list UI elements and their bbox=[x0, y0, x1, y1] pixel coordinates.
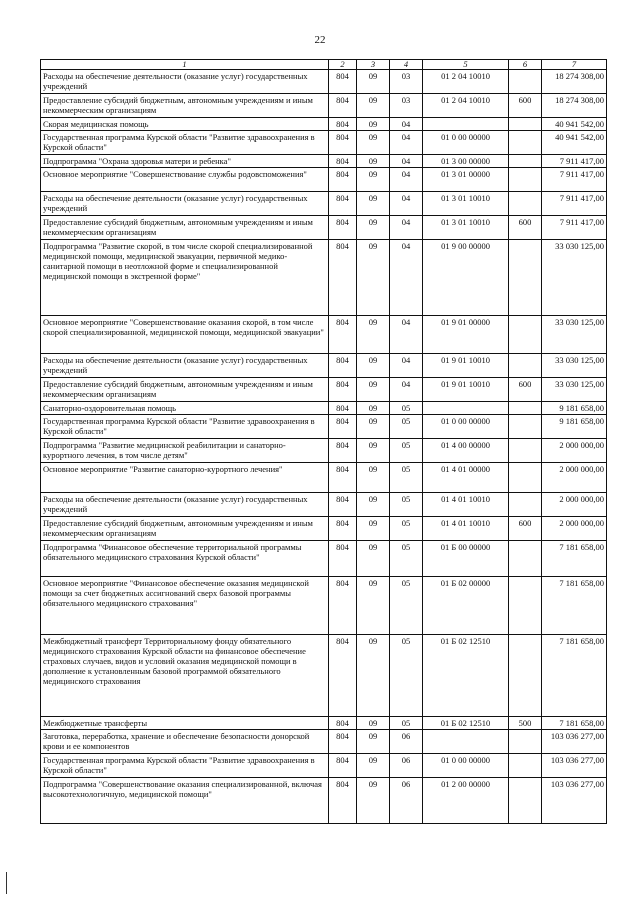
row-amount: 103 036 277,00 bbox=[542, 730, 607, 754]
row-name: Санаторно-оздоровительная помощь bbox=[41, 402, 329, 415]
row-code-ministry: 804 bbox=[329, 415, 357, 439]
row-code-subsection: 05 bbox=[390, 439, 423, 463]
row-amount: 40 941 542,00 bbox=[542, 131, 607, 155]
table-row bbox=[41, 70, 607, 94]
table-row bbox=[41, 635, 607, 717]
row-code-section: 09 bbox=[357, 635, 390, 717]
row-code-expense-type bbox=[509, 240, 542, 316]
row-code-section: 09 bbox=[357, 541, 390, 577]
row-amount: 18 274 308,00 bbox=[542, 94, 607, 118]
table-row bbox=[41, 216, 607, 240]
row-code-subsection: 05 bbox=[390, 577, 423, 635]
row-code-section: 09 bbox=[357, 240, 390, 316]
row-amount: 7 911 417,00 bbox=[542, 216, 607, 240]
row-code-expense-type bbox=[509, 730, 542, 754]
row-amount: 7 181 658,00 bbox=[542, 541, 607, 577]
row-code-section: 09 bbox=[357, 70, 390, 94]
row-amount: 2 000 000,00 bbox=[542, 463, 607, 493]
row-code-target bbox=[423, 402, 509, 415]
table-row bbox=[41, 493, 607, 517]
table-row bbox=[41, 717, 607, 730]
row-amount: 7 181 658,00 bbox=[542, 577, 607, 635]
row-name: Основное мероприятие "Совершенствование службы родовспоможения" bbox=[41, 168, 329, 192]
row-code-target: 01 4 00 00000 bbox=[423, 439, 509, 463]
row-code-expense-type: 600 bbox=[509, 216, 542, 240]
row-code-ministry: 804 bbox=[329, 354, 357, 378]
row-amount: 103 036 277,00 bbox=[542, 754, 607, 778]
row-code-expense-type: 600 bbox=[509, 378, 542, 402]
row-code-target: 01 4 01 10010 bbox=[423, 517, 509, 541]
row-code-subsection: 05 bbox=[390, 402, 423, 415]
row-code-target: 01 3 01 00000 bbox=[423, 168, 509, 192]
row-amount: 7 181 658,00 bbox=[542, 635, 607, 717]
table-row bbox=[41, 168, 607, 192]
row-code-target: 01 2 04 10010 bbox=[423, 94, 509, 118]
row-code-section: 09 bbox=[357, 577, 390, 635]
row-code-expense-type: 600 bbox=[509, 94, 542, 118]
row-code-ministry: 804 bbox=[329, 754, 357, 778]
header-col-6: 6 bbox=[509, 60, 542, 70]
table-row bbox=[41, 378, 607, 402]
row-code-subsection: 06 bbox=[390, 730, 423, 754]
row-code-section: 09 bbox=[357, 439, 390, 463]
row-code-expense-type: 600 bbox=[509, 517, 542, 541]
row-code-expense-type bbox=[509, 493, 542, 517]
row-code-expense-type bbox=[509, 778, 542, 824]
row-code-expense-type bbox=[509, 70, 542, 94]
table-row bbox=[41, 577, 607, 635]
row-code-subsection: 05 bbox=[390, 463, 423, 493]
row-code-expense-type: 500 bbox=[509, 717, 542, 730]
row-code-ministry: 804 bbox=[329, 192, 357, 216]
row-code-expense-type bbox=[509, 635, 542, 717]
table-row bbox=[41, 192, 607, 216]
row-name: Подпрограмма "Охрана здоровья матери и ребенка" bbox=[41, 155, 329, 168]
row-code-ministry: 804 bbox=[329, 168, 357, 192]
row-code-subsection: 04 bbox=[390, 168, 423, 192]
row-amount: 9 181 658,00 bbox=[542, 415, 607, 439]
row-code-section: 09 bbox=[357, 378, 390, 402]
row-code-section: 09 bbox=[357, 94, 390, 118]
row-code-expense-type bbox=[509, 415, 542, 439]
row-code-target: 01 0 00 00000 bbox=[423, 415, 509, 439]
row-code-section: 09 bbox=[357, 754, 390, 778]
row-code-ministry: 804 bbox=[329, 94, 357, 118]
row-code-target: 01 9 01 10010 bbox=[423, 354, 509, 378]
row-name: Предоставление субсидий бюджетным, автономным учреждениям и иным некоммерческим организациям bbox=[41, 94, 329, 118]
row-amount: 7 181 658,00 bbox=[542, 717, 607, 730]
row-code-target: 01 9 01 00000 bbox=[423, 316, 509, 354]
row-code-expense-type bbox=[509, 402, 542, 415]
row-code-expense-type bbox=[509, 439, 542, 463]
row-code-section: 09 bbox=[357, 354, 390, 378]
row-code-expense-type bbox=[509, 541, 542, 577]
row-code-expense-type bbox=[509, 354, 542, 378]
table-row bbox=[41, 94, 607, 118]
table-row bbox=[41, 354, 607, 378]
row-code-target: 01 2 00 00000 bbox=[423, 778, 509, 824]
row-code-expense-type bbox=[509, 168, 542, 192]
row-name: Предоставление субсидий бюджетным, автономным учреждениям и иным некоммерческим организациям bbox=[41, 517, 329, 541]
row-code-target: 01 4 01 00000 bbox=[423, 463, 509, 493]
row-code-section: 09 bbox=[357, 316, 390, 354]
row-code-section: 09 bbox=[357, 463, 390, 493]
row-code-section: 09 bbox=[357, 517, 390, 541]
row-amount: 7 911 417,00 bbox=[542, 155, 607, 168]
row-code-subsection: 04 bbox=[390, 131, 423, 155]
row-code-section: 09 bbox=[357, 118, 390, 131]
row-name: Расходы на обеспечение деятельности (оказание услуг) государственных учреждений bbox=[41, 70, 329, 94]
row-code-section: 09 bbox=[357, 131, 390, 155]
row-amount: 2 000 000,00 bbox=[542, 517, 607, 541]
row-code-subsection: 05 bbox=[390, 493, 423, 517]
row-code-subsection: 04 bbox=[390, 354, 423, 378]
row-code-expense-type bbox=[509, 155, 542, 168]
row-code-section: 09 bbox=[357, 155, 390, 168]
row-code-subsection: 04 bbox=[390, 378, 423, 402]
row-name: Государственная программа Курской области "Развитие здравоохранения в Курской области" bbox=[41, 754, 329, 778]
row-code-ministry: 804 bbox=[329, 778, 357, 824]
row-code-target: 01 Б 00 00000 bbox=[423, 541, 509, 577]
row-name: Основное мероприятие "Развитие санаторно-курортного лечения" bbox=[41, 463, 329, 493]
row-code-expense-type bbox=[509, 577, 542, 635]
row-code-ministry: 804 bbox=[329, 402, 357, 415]
row-code-ministry: 804 bbox=[329, 730, 357, 754]
row-code-target: 01 4 01 10010 bbox=[423, 493, 509, 517]
row-amount: 9 181 658,00 bbox=[542, 402, 607, 415]
table-row bbox=[41, 730, 607, 754]
row-code-subsection: 05 bbox=[390, 541, 423, 577]
row-name: Межбюджетный трансферт Территориальному фонду обязательного медицинского страхования Курской области на финансовое обеспечение страховых случаев, видов и условий оказания медицинской помощи в дополнение к установленным базовой программой обязательного медицинского страхования bbox=[41, 635, 329, 717]
margin-mark bbox=[6, 872, 7, 894]
header-col-2: 2 bbox=[329, 60, 357, 70]
row-code-subsection: 04 bbox=[390, 118, 423, 131]
row-name: Подпрограмма "Совершенствование оказания специализированной, включая высокотехнологичную, медицинской помощи" bbox=[41, 778, 329, 824]
row-code-subsection: 04 bbox=[390, 240, 423, 316]
table-row bbox=[41, 754, 607, 778]
row-name: Расходы на обеспечение деятельности (оказание услуг) государственных учреждений bbox=[41, 192, 329, 216]
row-code-section: 09 bbox=[357, 402, 390, 415]
header-row bbox=[41, 60, 607, 70]
row-code-ministry: 804 bbox=[329, 541, 357, 577]
row-code-section: 09 bbox=[357, 415, 390, 439]
header-col-4: 4 bbox=[390, 60, 423, 70]
row-amount: 40 941 542,00 bbox=[542, 118, 607, 131]
row-code-ministry: 804 bbox=[329, 316, 357, 354]
row-code-target: 01 Б 02 12510 bbox=[423, 717, 509, 730]
row-name: Межбюджетные трансферты bbox=[41, 717, 329, 730]
row-code-expense-type bbox=[509, 754, 542, 778]
row-amount: 33 030 125,00 bbox=[542, 240, 607, 316]
row-code-ministry: 804 bbox=[329, 717, 357, 730]
row-code-ministry: 804 bbox=[329, 517, 357, 541]
row-code-expense-type bbox=[509, 463, 542, 493]
table-row bbox=[41, 517, 607, 541]
row-name: Государственная программа Курской области "Развитие здравоохранения в Курской области" bbox=[41, 131, 329, 155]
row-code-ministry: 804 bbox=[329, 70, 357, 94]
row-amount: 103 036 277,00 bbox=[542, 778, 607, 824]
row-code-ministry: 804 bbox=[329, 240, 357, 316]
row-code-ministry: 804 bbox=[329, 378, 357, 402]
row-name: Расходы на обеспечение деятельности (оказание услуг) государственных учреждений bbox=[41, 354, 329, 378]
row-code-expense-type bbox=[509, 131, 542, 155]
row-code-section: 09 bbox=[357, 493, 390, 517]
table-row bbox=[41, 778, 607, 824]
row-name: Основное мероприятие "Финансовое обеспечение оказания медицинской помощи за счет бюджетных ассигнований сверх базовой программы обязательного медицинского страхования" bbox=[41, 577, 329, 635]
row-code-target: 01 Б 02 12510 bbox=[423, 635, 509, 717]
row-code-subsection: 04 bbox=[390, 155, 423, 168]
table-row bbox=[41, 402, 607, 415]
row-code-section: 09 bbox=[357, 192, 390, 216]
header-col-3: 3 bbox=[357, 60, 390, 70]
row-name: Предоставление субсидий бюджетным, автономным учреждениям и иным некоммерческим организациям bbox=[41, 378, 329, 402]
row-code-target bbox=[423, 118, 509, 131]
row-code-subsection: 05 bbox=[390, 517, 423, 541]
row-code-subsection: 03 bbox=[390, 94, 423, 118]
row-amount: 33 030 125,00 bbox=[542, 354, 607, 378]
header-col-1: 1 bbox=[41, 60, 329, 70]
row-code-expense-type bbox=[509, 316, 542, 354]
table-row bbox=[41, 415, 607, 439]
row-name: Предоставление субсидий бюджетным, автономным учреждениям и иным некоммерческим организациям bbox=[41, 216, 329, 240]
table-row bbox=[41, 541, 607, 577]
row-name: Государственная программа Курской области "Развитие здравоохранения в Курской области" bbox=[41, 415, 329, 439]
row-code-target: 01 2 04 10010 bbox=[423, 70, 509, 94]
table-row bbox=[41, 155, 607, 168]
row-code-target: 01 Б 02 00000 bbox=[423, 577, 509, 635]
page-number: 22 bbox=[314, 34, 326, 46]
row-code-ministry: 804 bbox=[329, 493, 357, 517]
row-name: Подпрограмма "Финансовое обеспечение территориальной программы обязательного медицинского страхования Курской области" bbox=[41, 541, 329, 577]
row-amount: 7 911 417,00 bbox=[542, 192, 607, 216]
row-code-subsection: 04 bbox=[390, 316, 423, 354]
row-name: Скорая медицинская помощь bbox=[41, 118, 329, 131]
row-code-expense-type bbox=[509, 192, 542, 216]
table-row bbox=[41, 316, 607, 354]
table-row bbox=[41, 463, 607, 493]
table-row bbox=[41, 118, 607, 131]
row-code-subsection: 03 bbox=[390, 70, 423, 94]
row-name: Подпрограмма "Развитие скорой, в том числе скорой специализированной медицинской помощи, медицинской эвакуации, первичной медико-санитарной помощи в неотложной форме и специализированной медицинской помощи в экстренной форме" bbox=[41, 240, 329, 316]
table-row bbox=[41, 131, 607, 155]
row-name: Основное мероприятие "Совершенствование оказания скорой, в том числе скорой специализированной, медицинской помощи, медицинской эвакуации" bbox=[41, 316, 329, 354]
row-code-target bbox=[423, 730, 509, 754]
row-code-subsection: 06 bbox=[390, 778, 423, 824]
row-code-subsection: 04 bbox=[390, 216, 423, 240]
row-code-section: 09 bbox=[357, 730, 390, 754]
row-amount: 7 911 417,00 bbox=[542, 168, 607, 192]
row-code-target: 01 9 01 10010 bbox=[423, 378, 509, 402]
row-code-ministry: 804 bbox=[329, 635, 357, 717]
row-code-subsection: 05 bbox=[390, 415, 423, 439]
row-code-ministry: 804 bbox=[329, 463, 357, 493]
row-amount: 33 030 125,00 bbox=[542, 316, 607, 354]
row-code-target: 01 3 01 10010 bbox=[423, 192, 509, 216]
row-name: Заготовка, переработка, хранение и обеспечение безопасности донорской крови и ее компонентов bbox=[41, 730, 329, 754]
row-code-target: 01 0 00 00000 bbox=[423, 131, 509, 155]
row-code-ministry: 804 bbox=[329, 577, 357, 635]
row-code-target: 01 3 01 10010 bbox=[423, 216, 509, 240]
row-name: Расходы на обеспечение деятельности (оказание услуг) государственных учреждений bbox=[41, 493, 329, 517]
row-code-section: 09 bbox=[357, 168, 390, 192]
row-code-ministry: 804 bbox=[329, 118, 357, 131]
row-code-section: 09 bbox=[357, 778, 390, 824]
row-code-subsection: 05 bbox=[390, 635, 423, 717]
row-code-section: 09 bbox=[357, 216, 390, 240]
row-code-ministry: 804 bbox=[329, 131, 357, 155]
row-code-ministry: 804 bbox=[329, 439, 357, 463]
row-code-section: 09 bbox=[357, 717, 390, 730]
row-code-ministry: 804 bbox=[329, 155, 357, 168]
row-amount: 2 000 000,00 bbox=[542, 493, 607, 517]
table-row bbox=[41, 439, 607, 463]
row-code-target: 01 3 00 00000 bbox=[423, 155, 509, 168]
row-code-target: 01 0 00 00000 bbox=[423, 754, 509, 778]
row-name: Подпрограмма "Развитие медицинской реабилитации и санаторно-курортного лечения, в том числе детям" bbox=[41, 439, 329, 463]
row-amount: 33 030 125,00 bbox=[542, 378, 607, 402]
header-col-7: 7 bbox=[542, 60, 607, 70]
row-code-subsection: 04 bbox=[390, 192, 423, 216]
row-amount: 18 274 308,00 bbox=[542, 70, 607, 94]
row-code-subsection: 06 bbox=[390, 754, 423, 778]
header-col-5: 5 bbox=[423, 60, 509, 70]
row-code-target: 01 9 00 00000 bbox=[423, 240, 509, 316]
row-code-ministry: 804 bbox=[329, 216, 357, 240]
row-amount: 2 000 000,00 bbox=[542, 439, 607, 463]
budget-table bbox=[40, 59, 607, 824]
table-row bbox=[41, 240, 607, 316]
row-code-expense-type bbox=[509, 118, 542, 131]
row-code-subsection: 05 bbox=[390, 717, 423, 730]
